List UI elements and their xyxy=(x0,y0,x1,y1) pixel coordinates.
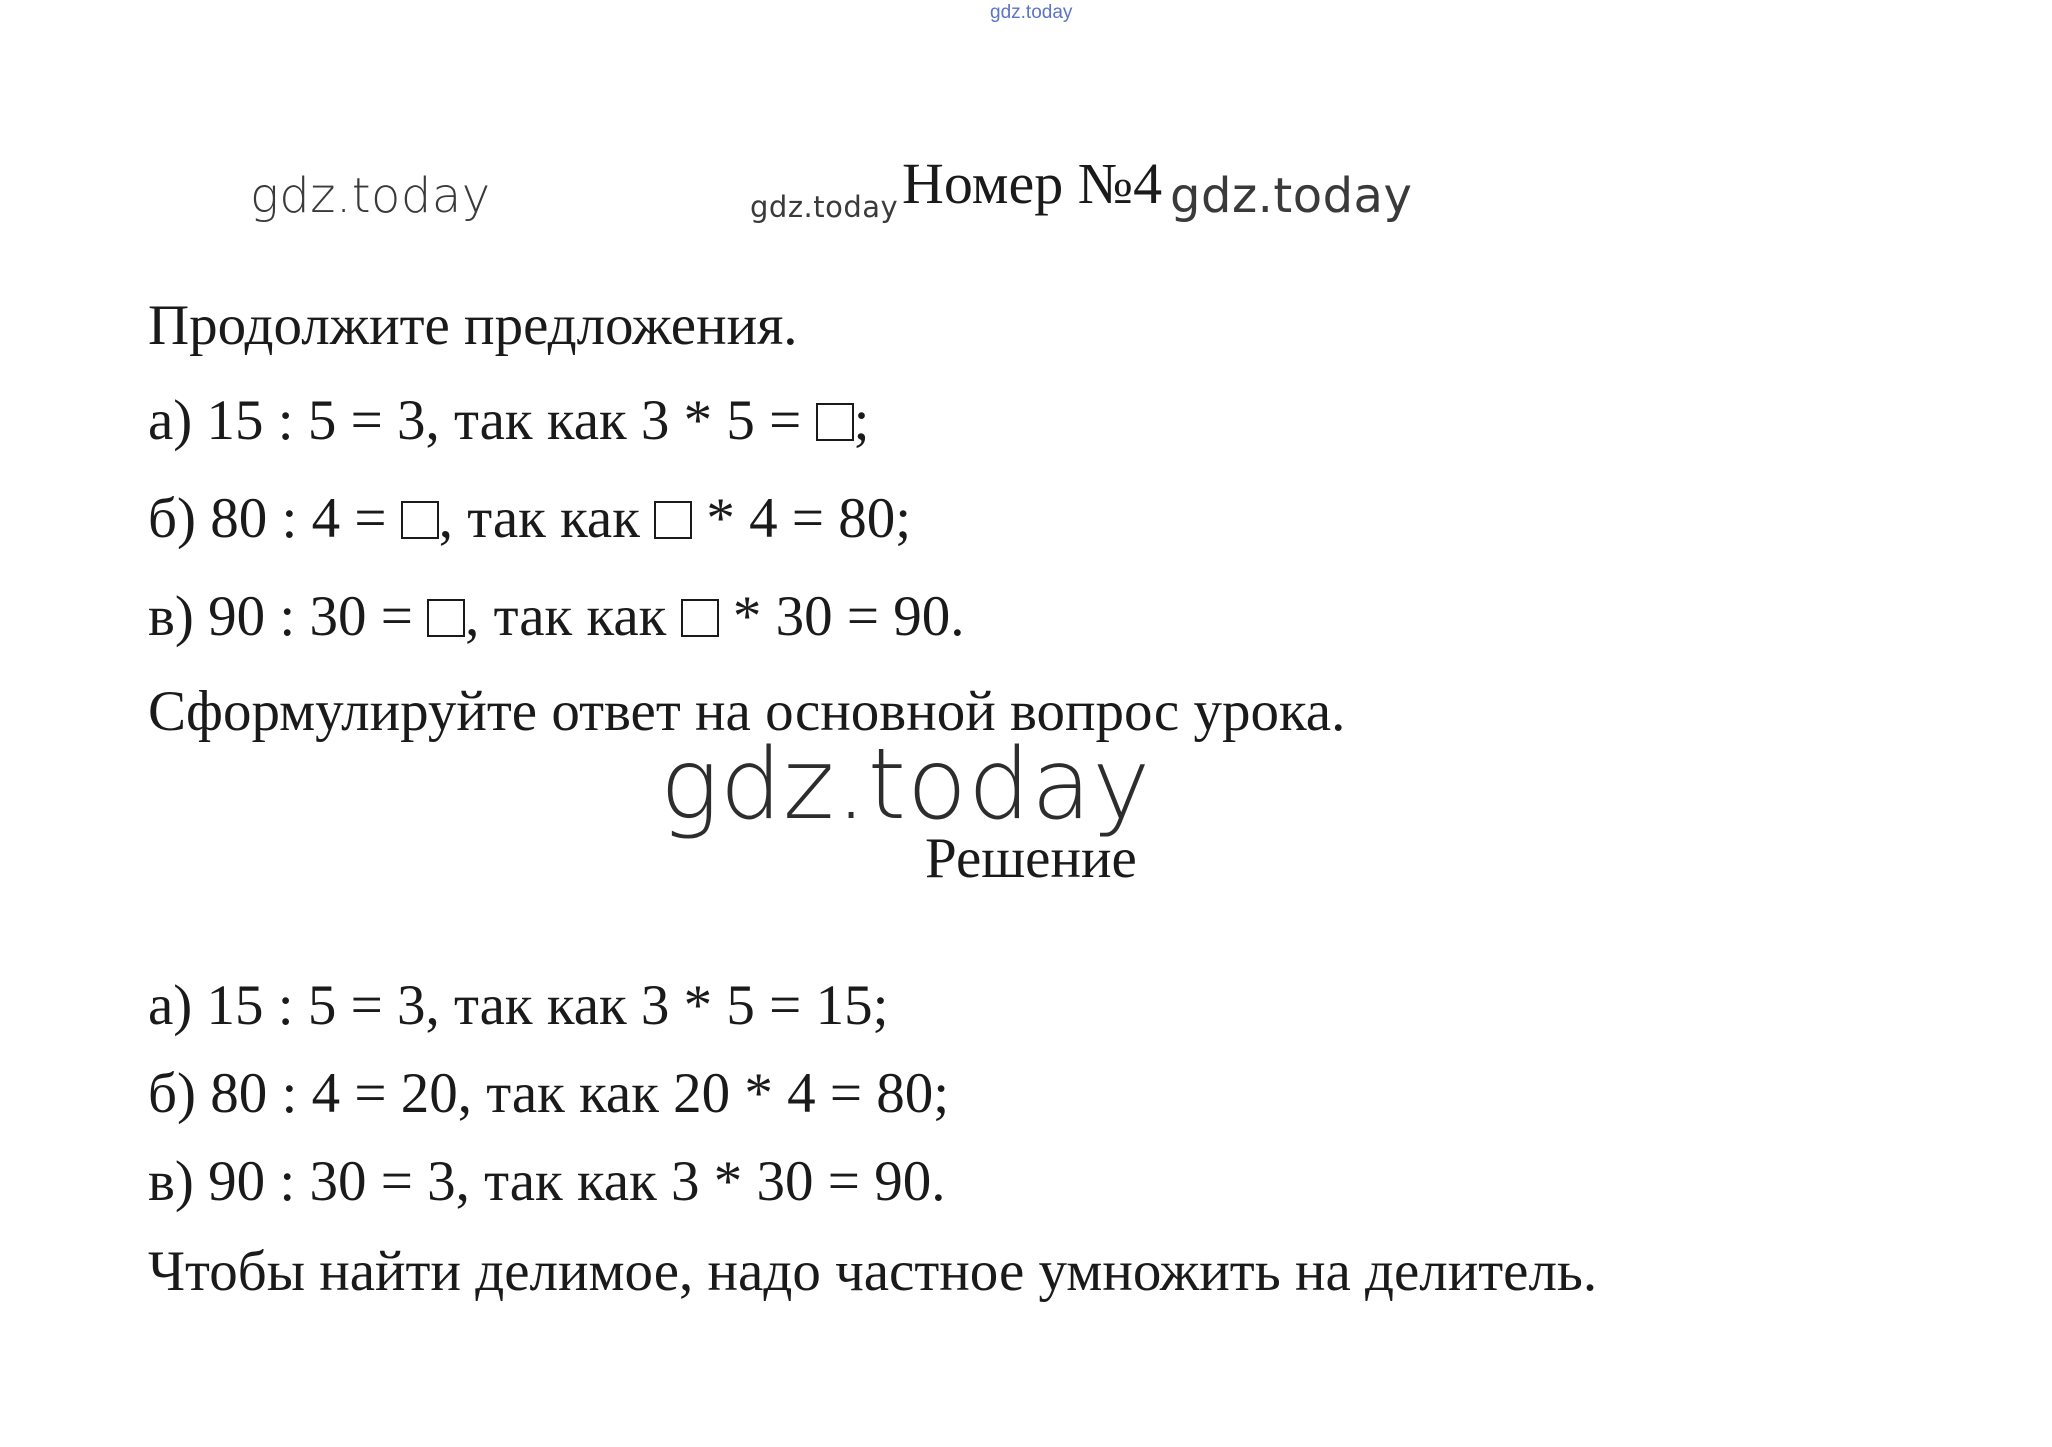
task-item-b-part2: , так как xyxy=(438,487,655,550)
page-title: Номер №4 xyxy=(902,151,1163,216)
task-item-b-part1: б) 80 : 4 = xyxy=(148,487,401,550)
answer-box xyxy=(427,599,465,637)
solution-conclusion: Чтобы найти делимое, надо частное умножить на делитель. xyxy=(148,1240,1598,1303)
solution-line-c: в) 90 : 30 = 3, так как 3 * 30 = 90. xyxy=(148,1150,946,1213)
task-item-b xyxy=(148,487,912,550)
watermark-right: gdz.today xyxy=(1170,168,1413,224)
watermark-left: gdz.today xyxy=(250,168,491,224)
answer-box xyxy=(681,599,719,637)
task-item-c-part3: * 30 = 90. xyxy=(718,585,965,648)
watermark-small: gdz.today xyxy=(750,190,899,224)
answer-box xyxy=(654,501,692,539)
task-item-b-part3: * 4 = 80; xyxy=(692,487,912,550)
task-item-a-suffix: ; xyxy=(853,389,870,452)
answer-box xyxy=(816,403,854,441)
task-intro: Продолжите предложения. xyxy=(148,294,798,357)
task-question: Сформулируйте ответ на основной вопрос урока. xyxy=(148,680,1346,743)
solution-line-a: а) 15 : 5 = 3, так как 3 * 5 = 15; xyxy=(148,974,889,1037)
task-item-c-part2: , так как xyxy=(465,585,681,648)
solution-line-b: б) 80 : 4 = 20, так как 20 * 4 = 80; xyxy=(148,1062,950,1125)
task-item-c xyxy=(148,585,965,648)
task-item-a-text: а) 15 : 5 = 3, так как 3 * 5 = xyxy=(148,389,816,452)
watermark-top: gdz.today xyxy=(990,2,1073,23)
watermark-big: gdz.today xyxy=(660,728,1152,842)
task-item-a xyxy=(148,389,870,452)
task-item-c-part1: в) 90 : 30 = xyxy=(148,585,428,648)
solution-title: Решение xyxy=(925,827,1137,890)
answer-box xyxy=(401,501,439,539)
